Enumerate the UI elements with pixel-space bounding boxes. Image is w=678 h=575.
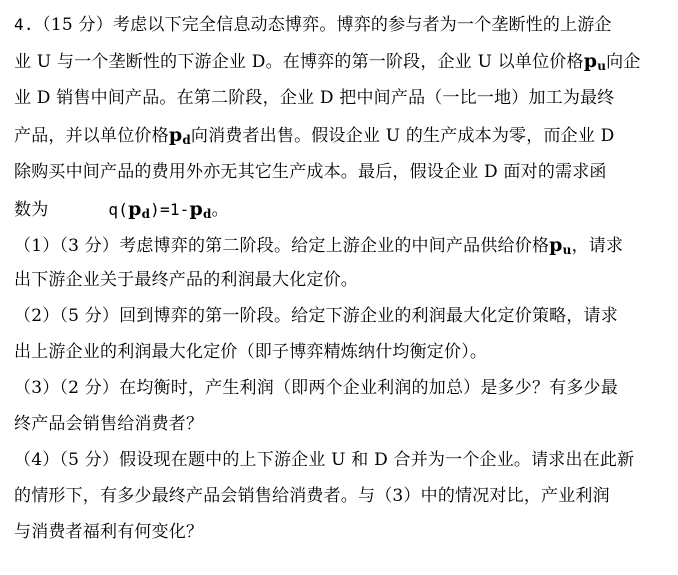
problem-line-6: 数为 $q(p_d)=1-p_d$。 [14, 198, 229, 221]
problem-line-5 [14, 154, 664, 191]
part-3-line-2: 终产品会销售给消费者？ [14, 414, 204, 434]
intro-text-7: 除购买中间产品的费用外亦无其它生产成本。最后，假设企业 D 面对的需求函 [14, 162, 607, 182]
intro-text-1: 考虑以下完全信息动态博弈。博弈的参与者为一个垄断性的上游企 [112, 15, 612, 35]
part-3-line-1: （3）（2 分）在均衡时，产生利润（即两个企业利润的加总）是多少？有多少最 [14, 378, 618, 398]
problem-document [14, 6, 664, 550]
problem-line-3 [14, 80, 664, 117]
part-2-label: （2）（5 分） [14, 306, 120, 326]
question-number: 4. [14, 15, 34, 34]
part-2-line-2: 出上游企业的利润最大化定价（即子博弈精炼纳什均衡定价）。 [14, 342, 488, 362]
intro-text-2: 业 U 与一个垄断性的下游企业 D。在博弈的第一阶段，企业 U 以单位价格 [14, 52, 584, 72]
part-4-line-1: （4）（5 分）假设现在题中的上下游企业 U 和 D 合并为一个企业。请求出在此新 [14, 450, 635, 470]
part-4-label: （4）（5 分） [14, 450, 120, 470]
part-4-line-3: 与消费者福利有何变化？ [14, 522, 204, 542]
intro-text-8: 数为 [14, 200, 49, 220]
intro-text-5: 产品，并以单位价格 [14, 126, 169, 146]
question-score: （15 分） [33, 15, 113, 35]
part-1-label: （1）（3 分） [14, 236, 120, 256]
downstream-price-symbol: $p_d$ [168, 124, 191, 147]
part-2-line-1: （2）（5 分）回到博弈的第一阶段。给定下游企业的利润最大化定价策略，请求 [14, 306, 618, 326]
demand-function: $q(p_d)=1-p_d$ [108, 198, 212, 221]
part-4-line-2: 的情形下，有多少最终产品会销售给消费者。与（3）中的情况对比，产业利润 [14, 486, 610, 506]
intro-text-3: 向企 [606, 52, 641, 72]
intro-text-6: 向消费者出售。假设企业 U 的生产成本为零，而企业 D [190, 126, 615, 146]
upstream-price-symbol-2: $p_u$ [549, 234, 572, 257]
upstream-price-symbol: $p_u$ [583, 50, 607, 73]
problem-line-1 [14, 6, 664, 43]
part-1-line-1: （1）（3 分）考虑博弈的第二阶段。给定上游企业的中间产品供给价格$p_u$，请求 [14, 234, 624, 257]
problem-line-4 [14, 117, 664, 154]
part-1-line-2: 出下游企业关于最终产品的利润最大化定价。 [14, 270, 358, 290]
intro-text-4: 业 D 销售中间产品。在第二阶段，企业 D 把中间产品（一比一地）加工为最终 [14, 88, 615, 108]
problem-line-2 [14, 43, 664, 80]
part-3-label: （3）（2 分） [14, 378, 120, 398]
